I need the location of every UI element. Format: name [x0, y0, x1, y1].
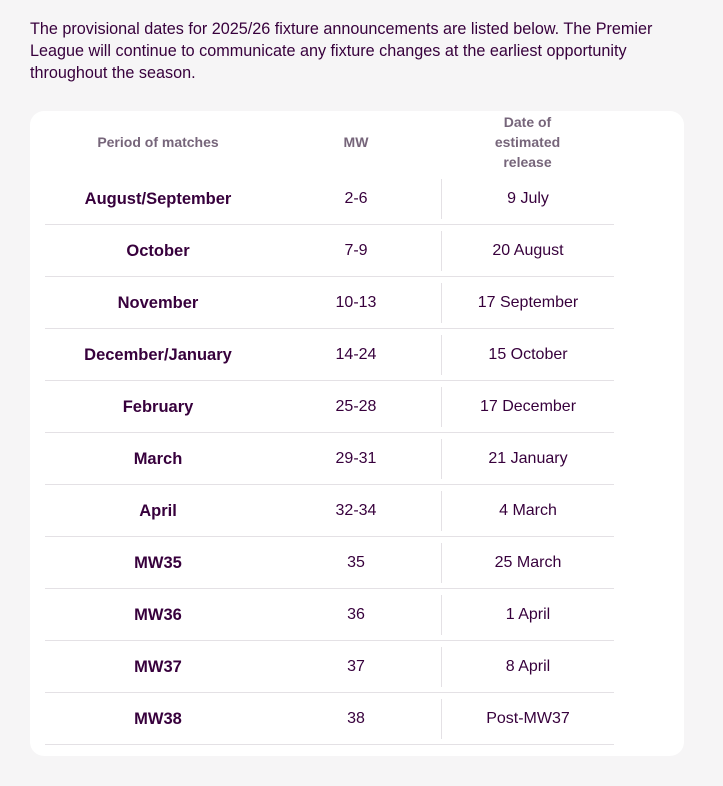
intro-paragraph: The provisional dates for 2025/26 fixture announcements are listed below. The Premier League will continue to communicate any fixture changes at the earliest opportunity throughout the season.	[30, 20, 653, 82]
fixture-dates-table	[45, 111, 614, 745]
table-row	[45, 329, 614, 381]
cell-period: August/September	[84, 189, 232, 208]
cell-mw: 36	[347, 605, 365, 623]
cell-mw: 32-34	[335, 501, 377, 519]
cell-release: 21 January	[441, 439, 614, 479]
header-mw: MW	[343, 134, 369, 150]
cell-period: October	[126, 241, 190, 260]
cell-period: February	[122, 397, 194, 416]
cell-mw: 38	[347, 709, 365, 727]
cell-mw: 14-24	[335, 345, 377, 363]
cell-release: 8 April	[441, 647, 614, 687]
header-release: Date of estimated release	[494, 114, 561, 170]
header-period: Period of matches	[97, 134, 219, 150]
cell-release: 20 August	[441, 231, 614, 271]
cell-release: 9 July	[441, 179, 614, 219]
cell-period: November	[117, 293, 199, 312]
cell-mw: 7-9	[344, 241, 368, 259]
cell-release: Post-MW37	[441, 699, 614, 739]
cell-release: 1 April	[441, 595, 614, 635]
cell-release: 4 March	[441, 491, 614, 531]
cell-mw: 2-6	[344, 189, 368, 207]
table-row	[45, 225, 614, 277]
cell-period: MW35	[134, 553, 182, 572]
fixture-dates-card	[30, 111, 684, 756]
cell-release: 17 September	[441, 283, 614, 323]
cell-mw: 35	[347, 553, 365, 571]
table-row	[45, 277, 614, 329]
cell-period: April	[139, 501, 177, 520]
table-row	[45, 173, 614, 225]
cell-release: 17 December	[441, 387, 614, 427]
table-row	[45, 537, 614, 589]
cell-period: March	[133, 449, 183, 468]
table-row	[45, 433, 614, 485]
cell-period: December/January	[84, 345, 232, 364]
table-row	[45, 641, 614, 693]
cell-mw: 37	[347, 657, 365, 675]
cell-release: 25 March	[441, 543, 614, 583]
cell-release: 15 October	[441, 335, 614, 375]
table-header	[45, 111, 614, 173]
cell-period: MW36	[134, 605, 182, 624]
cell-mw: 10-13	[335, 293, 377, 311]
table-row	[45, 589, 614, 641]
cell-mw: 29-31	[335, 449, 377, 467]
table-row	[45, 485, 614, 537]
cell-period: MW38	[134, 709, 182, 728]
table-row	[45, 381, 614, 433]
cell-period: MW37	[134, 657, 182, 676]
table-row	[45, 693, 614, 745]
cell-mw: 25-28	[335, 397, 377, 415]
